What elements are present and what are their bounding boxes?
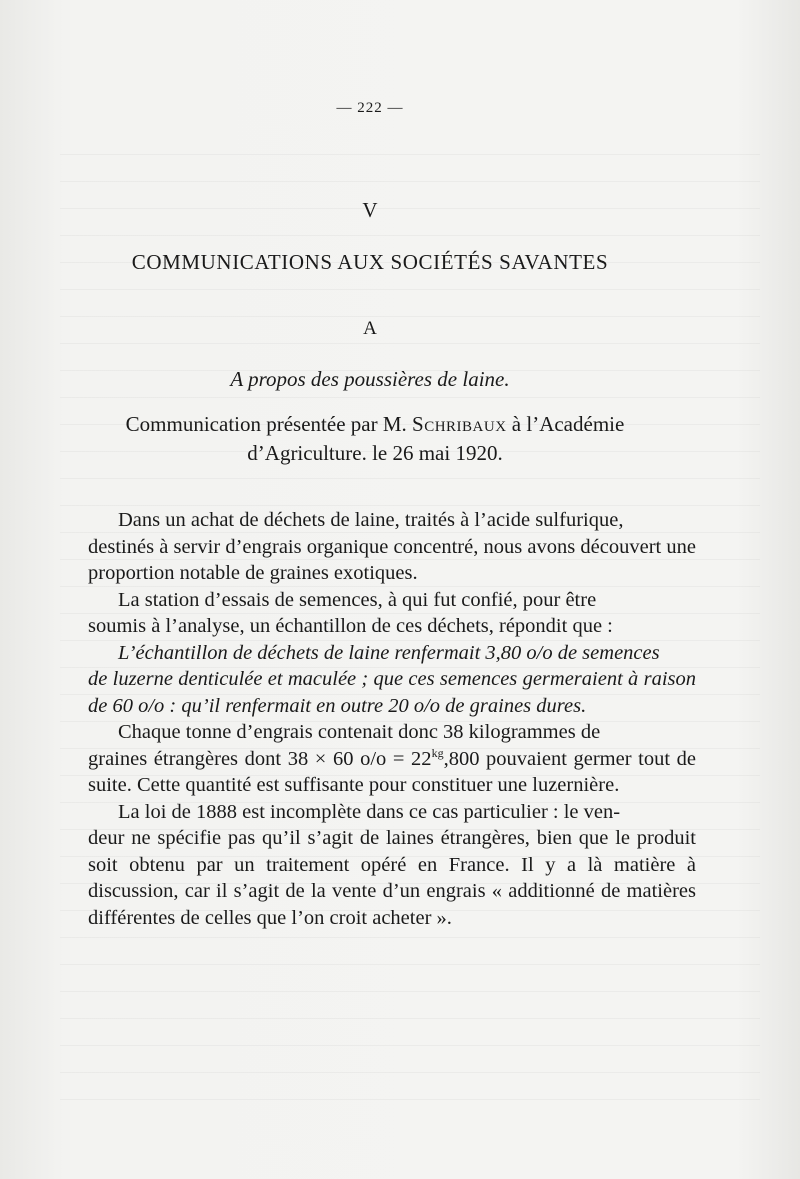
communication-line-2: d’Agriculture. le 26 mai 1920. xyxy=(247,441,503,465)
paragraph-4-first-line: Chaque tonne d’engrais contenait donc 38 kilogrammes de xyxy=(118,721,601,743)
paragraph-5-rest: deur ne spécifie pas qu’il s’agit de laines étrangères, bien que le produit soit obtenu par un traitement opéré en France. Il y a là matière à discussion, car il s’agit de la vente d’un engrais « additionné de matières différentes de celles que l’on croit acheter ». xyxy=(88,827,696,929)
paragraph-3-rest: de luzerne denticulée et maculée ; que ces semences germeraient à raison de 60 o/o : qu’il renfermait en outre 20 o/o de graines dures. xyxy=(88,668,696,717)
author-name: Schribaux xyxy=(412,412,507,436)
section-numeral: V xyxy=(362,198,378,222)
kilogram-superscript: kg xyxy=(431,745,444,760)
page-number: — 222 — xyxy=(336,100,404,116)
paragraph-4-rest-end: ,800 pouvaient germer tout de suite. Cette quantité est suffisante pour constituer une luzernière. xyxy=(88,747,696,796)
paragraph-1-rest: destinés à servir d’engrais organique concentré, nous avons découvert une proportion notable de graines exotiques. xyxy=(88,535,696,584)
article-body xyxy=(88,507,696,931)
paragraph-1 xyxy=(88,507,696,587)
paragraph-5-first-line: La loi de 1888 est incomplète dans ce cas particulier : le ven- xyxy=(118,800,621,823)
subsection-letter: A xyxy=(363,318,377,339)
paragraph-2 xyxy=(88,587,696,640)
paragraph-3-quote xyxy=(88,640,696,720)
communication-prefix: Communication présentée par M. xyxy=(125,412,413,436)
communication-credit xyxy=(0,410,750,468)
paragraph-4 xyxy=(88,719,696,799)
communication-line-1 xyxy=(0,410,750,439)
paragraph-1-first-line: Dans un achat de déchets de laine, traités à l’acide sulfurique, xyxy=(118,509,624,531)
paragraph-2-rest: soumis à l’analyse, un échantillon de ces déchets, répondit que : xyxy=(88,615,613,637)
paragraph-2-first-line: La station d’essais de semences, à qui fut confié, pour être xyxy=(118,588,597,611)
paragraph-5 xyxy=(88,799,696,932)
section-title: COMMUNICATIONS AUX SOCIÉTÉS SAVANTES xyxy=(131,250,609,274)
paragraph-4-rest-start: graines étrangères dont 38 × 60 o/o = 22 xyxy=(88,747,432,770)
article-title: A propos des poussières de laine. xyxy=(230,367,510,391)
communication-suffix: à l’Académie xyxy=(506,412,625,436)
paragraph-3-first-line: L’échantillon de déchets de laine renfermait 3,80 o/o de semences xyxy=(118,641,660,664)
